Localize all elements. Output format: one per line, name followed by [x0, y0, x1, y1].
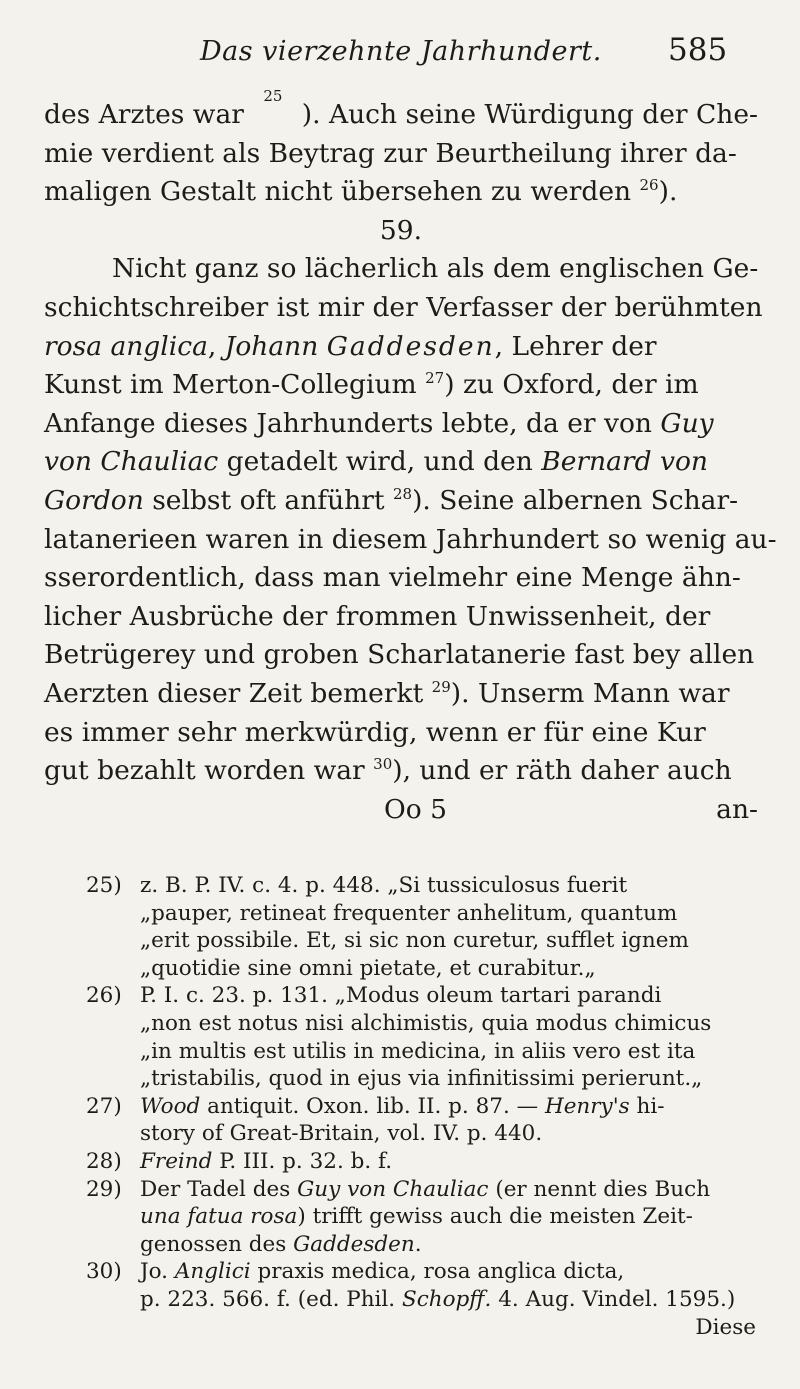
text-line: von Chauliac getadelt wird, und den Bernard von	[44, 446, 708, 478]
text-line: rosa anglica, Johann Gaddesden, Lehrer der	[44, 330, 657, 362]
last-word: an-	[716, 793, 758, 825]
footnote-ref: 28	[392, 485, 413, 504]
footnote-number: 30)	[86, 1259, 122, 1285]
text-line: Nicht ganz so lächerlich als dem englischen Ge-	[112, 253, 759, 285]
text-line: maligen Gestalt nicht übersehen zu werden $^{26}$).	[44, 176, 678, 208]
footnote-number: 25)	[86, 873, 122, 898]
section-number: 59.	[379, 214, 423, 246]
text-line: Anfange dieses Jahrhunderts lebte, da er von Guy	[44, 407, 714, 439]
footnote-ref: 29	[431, 678, 451, 697]
person-name-spaced: Gaddesden	[326, 330, 495, 362]
person-name: Gordon	[44, 484, 144, 516]
person-name: Guy	[660, 407, 714, 439]
page-number: 585	[668, 32, 728, 68]
text-line: sserordentlich, dass man vielmehr eine Menge ähn-	[44, 562, 741, 594]
footnote-25: 25) z. B. P. IV. c. 4. p. 448. „Si tussiculosus fuerit „pauper, retineat frequenter anhelitum, quantum „erit possibile. Et, si sic non curetur, sufflet ignem „quotidie sine omni pietate, et curabitur.„	[86, 873, 689, 981]
text-line: licher Ausbrüche der frommen Unwissenheit, der	[44, 600, 711, 632]
footnote-26: 26) P. I. c. 23. p. 131. „Modus oleum tartari parandi „non est notus nisi alchimistis, quia modus chimicus „in multis est utilis in medicina, in aliis vero est ita „tristabilis, quod in ejus via infinitissimi perierunt.„	[86, 983, 712, 1092]
text-line: Aerzten dieser Zeit bemerkt $^{29}$). Unserm Mann war	[44, 677, 730, 709]
text-line: des Arztes war 25 ). Auch seine Würdigung der Che-	[44, 96, 758, 135]
person-name: Johann	[224, 330, 319, 362]
person-name: von Chauliac	[44, 446, 219, 478]
text-line: schichtschreiber ist mir der Verfasser der berühmten	[44, 291, 763, 323]
text-line: Kunst im Merton-Collegium $^{27}$) zu Oxford, der im	[44, 369, 699, 401]
footnote-number: 29)	[86, 1176, 122, 1202]
footnote-28: 28) Freind P. III. p. 32. b. f.	[86, 1148, 393, 1174]
text-line: Betrügerey und groben Scharlatanerie fast bey allen	[44, 639, 755, 671]
footnote-ref: 26	[639, 176, 659, 195]
footnote-30: 30) Jo. Anglici praxis medica, rosa anglica dicta, p. 223. 566. f. (ed. Phil. Schopff. 4. Aug. Vindel. 1595.)	[86, 1259, 736, 1312]
text-line: mie verdient als Beytrag zur Beurtheilung ihrer da-	[44, 137, 737, 169]
footnote-number: 27)	[86, 1093, 122, 1119]
catchword: Diese	[695, 1314, 756, 1340]
work-title: rosa anglica	[44, 330, 208, 362]
footnote-ref: 27	[425, 369, 445, 388]
footnote-29: 29) Der Tadel des Guy von Chauliac (er nennt dies Buch una fatua rosa) trifft gewiss auch die meisten Zeit- genossen des Gaddesden.	[86, 1176, 711, 1257]
footnote-ref: 25	[263, 87, 283, 105]
footnote-27: 27) Wood antiquit. Oxon. lib. II. p. 87. — Henry's hi- story of Great-Britain, vol. IV. p. 440.	[86, 1093, 665, 1147]
footnote-ref: 30	[373, 755, 393, 774]
footnote-number: 28)	[86, 1148, 122, 1174]
text-line: latanerieen waren in diesem Jahrhundert so wenig au-	[44, 523, 777, 555]
person-name: Bernard von	[541, 446, 708, 478]
text-line: Gordon selbst oft anführt $^{28}$). Seine albernen Schar-	[44, 484, 739, 516]
main-text	[44, 87, 777, 829]
signature-line	[44, 791, 758, 830]
footnote-number: 26)	[86, 983, 122, 1009]
text-line: gut bezahlt worden war $^{30}$), und er räth daher auch	[44, 755, 732, 787]
footnotes	[86, 872, 756, 1341]
signature-mark: Oo 5	[384, 793, 447, 825]
running-title: Das vierzehnte Jahrhundert.	[200, 36, 602, 67]
page-header	[0, 30, 800, 76]
text-line: es immer sehr merkwürdig, wenn er für eine Kur	[44, 716, 706, 748]
